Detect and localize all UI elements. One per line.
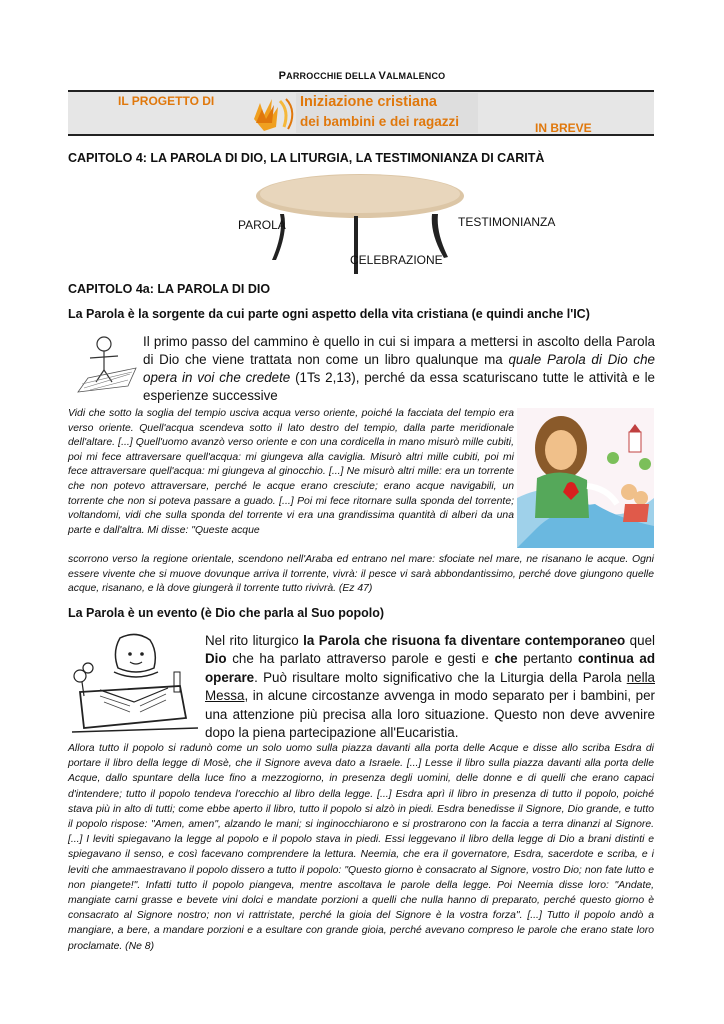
label-celebrazione: CELEBRAZIONE (350, 253, 443, 267)
brief-label: IN BREVE (535, 121, 592, 135)
jesus-water-illustration (517, 408, 654, 548)
logo-line-1: Iniziazione cristiana (300, 94, 437, 110)
nehemiah-quote: Allora tutto il popolo si radunò come un solo uomo sulla piazza davanti alla porta delle Acque e disse allo scriba Esdra di portare il libro della legge di Mosè, che il Signore aveva dato a Israele. [...] Lesse il libro sulla piazza davanti alla porta delle Acque, dallo spuntare della luce fino a mezzogiorno, in presenza degli uomini, delle donne e di quelli che erano capaci d'intendere; tutto il popolo tendeva l'orecchio al libro della legge. [...] Esdra aprì il libro in presenza di tutto il popolo, poiché stava più in alto di tutti; come ebbe aperto il libro, tutto il popolo si alzò in piedi. Esdra benedisse il Signore, Dio grande, e tutto il popolo rispose: "Amen, amen", alzando le mani; si inginocchiarono e si prostrarono con la faccia a terra dinanzi al Signore. [...] I leviti spiegavano la legge al popolo e il popolo stava in piedi. Essi leggevano il libro della legge di Dio a brani distinti e spiegavano il senso, e così facevano comprendere la lettura. Neemia, che era il governatore, Esdra, sacerdote e scriba, e i leviti che ammaestravano il popolo dissero a tutto il popolo: "Questo giorno è consacrato al Signore, vostro Dio; non fate lutto e non piangete!". Infatti tutto il popolo piangeva, mentre ascoltava le parole della legge. Poi Neemia disse loro: "Andate, mangiate carni grasse e bevete vini dolci e mandate porzioni a quelli che nulla hanno di preparato, perché questo giorno è consacrato al Signore nostro; non vi rattristate, perché la gioia del Signore è la vostra forza". [...] Tutto il popolo andò a mangiare, a bere, a mandare porzioni e a esultare con grande gioia, perché avevano compreso le parole che erano state loro proclamate. (Ne 8) (68, 743, 654, 952)
parish-name: PARROCCHIE DELLA VALMALENCO (278, 70, 446, 82)
ezekiel-quote-tail: scorrono verso la regione orientale, scendono nell'Araba ed entrano nel mare: sfociate nel mare, ne risanano le acque. Ogni essere vivente che si muove dovunque arriva il torrente, vivrà: il pesce vi sarà abbondantissimo, perché dove giungono quelle acque, risanano, e là dove giungerà il torrente tutto rivivrà. (Ez 47) (68, 554, 654, 595)
logo-line-2: dei bambini e dei ragazzi (300, 114, 460, 129)
section-4a-paragraph: Il primo passo del cammino è quello in cui si impara a mettersi in ascolto della Parola di Dio che viene trattata non come un libro qualunque ma quale Parola di Dio che opera in voi che credete (1Ts 2,13), perché da essa scaturiscano tutte le attività e le esperienze successive (143, 334, 655, 403)
walking-figure-icon (76, 334, 138, 394)
label-testimonianza: TESTIMONIANZA (458, 215, 556, 229)
ezekiel-quote: Vidi che sotto la soglia del tempio usciva acqua verso oriente, poiché la facciata del tempio era verso oriente. Quell'acqua scendeva sotto il lato destro del tempio, dalla parte meridionale dell'altare. [...] Quell'uomo avanzò verso oriente e con una cordicella in mano misurò mille cubiti, poi mi fece attraversare quell'acqua: mi giungeva alla caviglia. Misurò altri mille cubiti, poi mi fece attraversare quell'acqua: mi giungeva al ginocchio. [...] Ne misurò altri mille: era un torrente che non potevo attraversare, perché le acque erano cresciute; erano acque navigabili, un torrente che non si poteva passare a guado. [...] Poi mi fece ritornare sulla sponda del torrente; voltandomi, vidi che sulla sponda del torrente vi era una grandissima quantità di alberi da una parte e dall'altra. Mi disse: "Queste acque (68, 408, 514, 536)
section-4a-subtitle: La Parola è la sorgente da cui parte ogni aspetto della vita cristiana (e quindi anche l'IC) (68, 307, 590, 321)
section-event-paragraph: Nel rito liturgico la Parola che risuona fa diventare contemporaneo quel Dio che ha parlato attraverso parole e gesti e che pertanto continua ad operare. Può risultare molto significativo che la Liturgia della Parola nella Messa, in alcune circostanze avvenga in modo separato per i bambini, per una attenzione più precisa alla loro situazione. Questo non deve avvenire dopo la piena partecipazione all'Eucaristia. (205, 633, 656, 741)
section-event-subtitle: La Parola è un evento (è Dio che parla al Suo popolo) (68, 606, 385, 620)
project-label: IL PROGETTO DI (118, 94, 215, 108)
section-4a-title: CAPITOLO 4a: LA PAROLA DI DIO (68, 282, 271, 296)
girl-reading-icon (70, 632, 200, 742)
chapter-title: CAPITOLO 4: LA PAROLA DI DIO, LA LITURGIA, LA TESTIMONIANZA DI CARITÀ (68, 151, 545, 165)
label-parola: PAROLA (238, 218, 286, 232)
